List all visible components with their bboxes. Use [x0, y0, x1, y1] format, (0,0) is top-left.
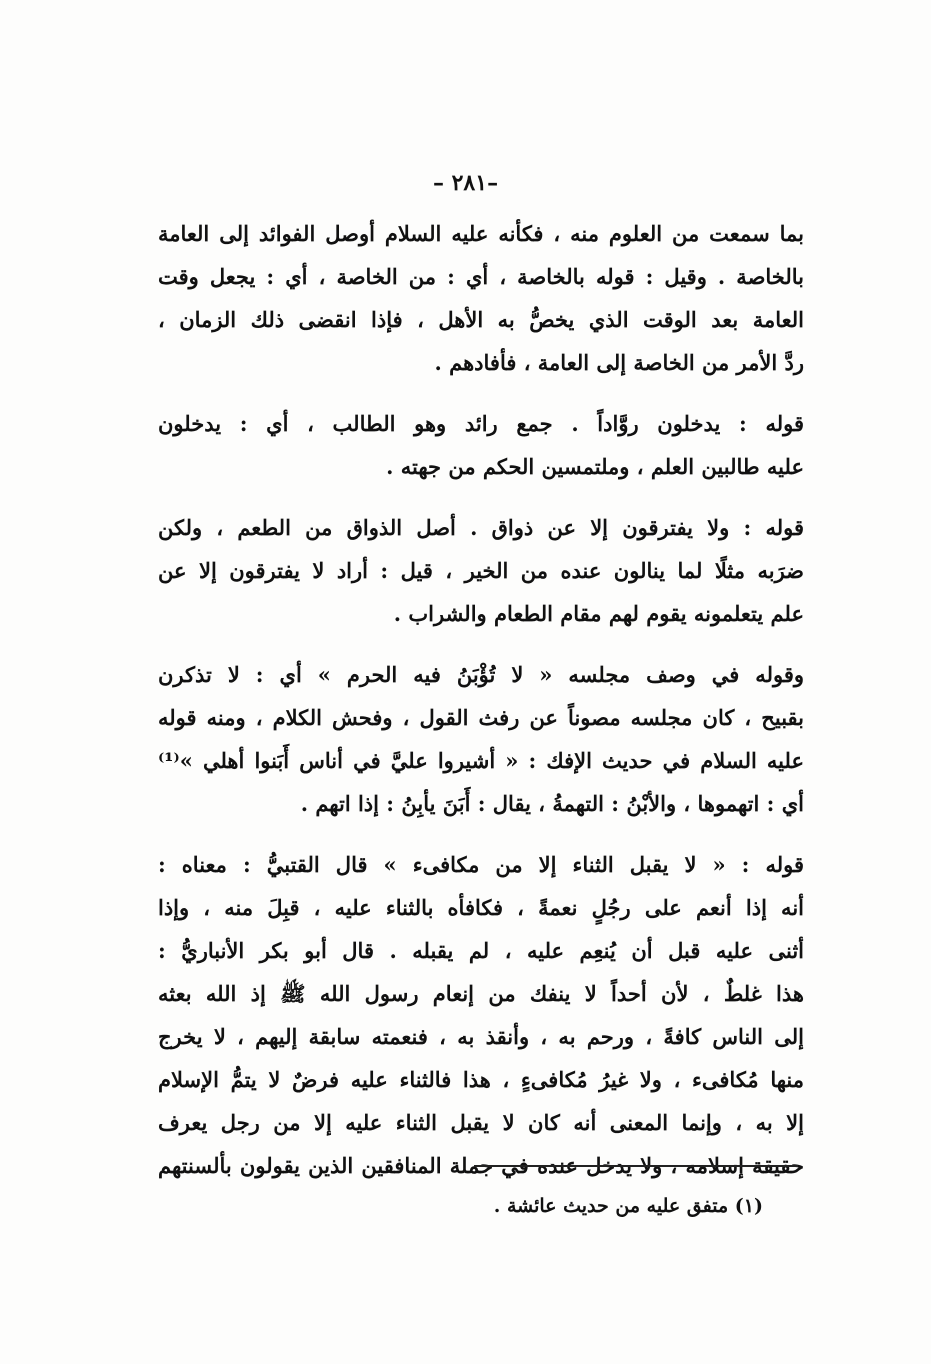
text-line: ضرَبه مثلًا لما ينالون عنده من الخير ، قيل : أراد لا يفترقون إلا عن — [158, 558, 804, 583]
text-line: عليه السلام في حديث الإفك : « أشيروا عليَّ في أناس أَبَنوا أهلي »⁽¹⁾ — [158, 748, 804, 773]
text-line: إلى الناس كافةً ، ورحم به ، وأنقذ به ، فنعمته سابقة إليهم ، لا يخرج — [158, 1024, 804, 1049]
page-number: –٢٨١ – — [432, 170, 499, 196]
text-line: أنه إذا أنعم على رجُلٍ نعمةً ، فكافأه بالثناء عليه ، قبِلَ منه ، وإذا — [158, 895, 804, 920]
paragraph-2 — [158, 402, 804, 488]
text-line: منها مُكافىء ، ولا غيرُ مُكافىءٍ ، هذا فالثناء عليه فرضٌ لا يتمُّ الإسلام — [158, 1067, 804, 1092]
text-line: أثنى عليه قبل أن يُنعِم عليه ، لم يقبله . قال أبو بكر الأنباريُّ : — [158, 938, 804, 963]
text-line: علم يتعلمونه يقوم لهم مقام الطعام والشراب . — [393, 601, 804, 626]
paragraph-5 — [158, 843, 804, 1187]
paragraph-4 — [158, 653, 804, 825]
text-line: قوله : ولا يفترقون إلا عن ذواق . أصل الذواق من الطعم ، ولكن — [158, 515, 804, 540]
footnote-divider — [474, 1165, 798, 1167]
text-line: وقوله في وصف مجلسه « لا تُؤْبَنُ فيه الحرم » أي : لا تذكرن — [158, 662, 804, 687]
text-line: أي : اتهموها ، والأبْنُ : التهمةُ ، يقال : أَبَنَ يأبِنُ : إذا اتهم . — [300, 791, 804, 816]
text-line: العامة بعد الوقت الذي يخصُّ به الأهل ، فإذا انقضى ذلك الزمان ، — [158, 307, 804, 332]
text-line: ردَّ الأمر من الخاصة إلى العامة ، فأفادهم . — [434, 350, 804, 375]
footnote: (١) متفق عليه من حديث عائشة . — [493, 1195, 763, 1217]
text-line: عليه طالبين العلم ، وملتمسين الحكم من جهته . — [386, 454, 804, 479]
text-line: هذا غلطٌ ، لأن أحداً لا ينفك من إنعام رسول الله ﷺ إذ الله بعثه — [158, 981, 804, 1006]
text-line: بقبيح ، كان مجلسه مصوناً عن رفث القول ، وفحش الكلام ، ومنه قوله — [158, 705, 804, 730]
text-line: بالخاصة . وقيل : قوله بالخاصة ، أي : من الخاصة ، أي : يجعل وقت — [158, 264, 804, 289]
paragraph-1 — [158, 212, 804, 384]
text-line: حقيقة إسلامه ، ولا يدخل عنده في جملة المنافقين الذين يقولون بألسنتهم — [158, 1153, 804, 1178]
text-line: قوله : يدخلون روَّاداً . جمع رائد وهو الطالب ، أي : يدخلون — [158, 411, 804, 436]
text-line: قوله : « لا يقبل الثناء إلا من مكافىء » قال القتبيُّ : معناه : — [158, 852, 804, 877]
paragraph-3 — [158, 506, 804, 635]
text-line: إلا به ، وإنما المعنى أنه كان لا يقبل الثناء عليه إلا من رجل يعرف — [158, 1110, 804, 1135]
text-line: بما سمعت من العلوم منه ، فكأنه عليه السلام أوصل الفوائد إلى العامة — [158, 221, 804, 246]
body-text — [158, 212, 804, 1205]
